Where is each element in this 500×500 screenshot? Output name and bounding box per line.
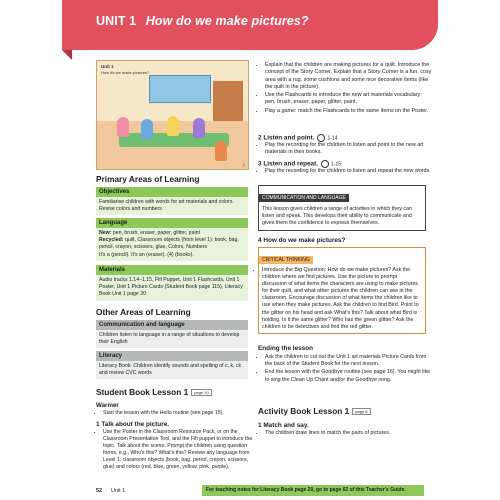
language-new-text: pen, brush, eraser, paper, glitter, paint	[111, 230, 200, 236]
materials-head: Materials	[96, 265, 248, 275]
objectives-body: Familiarise children with words for art materials and colors. Revise colors and numbers	[96, 197, 248, 215]
warmer-heading: Warmer	[96, 402, 119, 409]
materials-box	[96, 265, 248, 301]
illustration-child	[117, 117, 129, 137]
student-book-page-badge: page 10	[191, 389, 211, 396]
banner-fold	[62, 50, 72, 60]
other-areas-heading: Other Areas of Learning	[96, 307, 191, 317]
activity-book-heading	[258, 406, 371, 416]
lesson-illustration	[96, 60, 249, 170]
objectives-head: Objectives	[96, 187, 248, 197]
critical-thinking-item: • Introduce the Big Question: How do we make pictures? Ask the children where we find pictures. Use the picture to prompt discussion of what items the characters are using to make pictures for their quilt, and what other pictures the children can see in the classroom. Encourage discussion of what items the children like to use when they make pictures. Ask the children to find Bird. Point to the glitter on his head and ask What's this? Talk about what Bird is holding. Is it the same glitter? Who has the green glitter? Ask the children to be detectives and find the red glitter.	[262, 267, 422, 331]
listen-repeat-track: 1-15	[331, 161, 342, 168]
warmer-list	[96, 410, 255, 418]
ending-item: • Ask the children to cut out the Unit 1 art materials Picture Cards from the back of the Student Book for the next lesson.	[265, 354, 433, 368]
listen-point-item: • Play the recording for the children to listen and point to the new art materials in their books.	[265, 142, 433, 157]
warmer-item: • Start the lesson with the Hello routine (see page 15).	[103, 410, 255, 417]
language-recycled	[99, 237, 245, 251]
illustration-board	[149, 75, 211, 103]
cd-icon	[317, 134, 325, 142]
objectives-box	[96, 187, 248, 215]
literacy-head: Literacy	[96, 351, 248, 361]
intro-list	[258, 62, 433, 116]
primary-areas-heading: Primary Areas of Learning	[96, 174, 200, 184]
listen-point-heading	[258, 134, 337, 142]
critical-thinking-tag: CRITICAL THINKING	[259, 256, 313, 264]
language-new-label: New:	[99, 230, 112, 236]
illustration-unit-label: Unit 1	[101, 64, 114, 69]
ending-item: • End the lesson with the Goodbye routine (see page 16). You might like to sing the Clean Up Chant and/or the Goodbye song.	[265, 369, 433, 383]
illustration-child	[141, 119, 153, 139]
match-list	[258, 430, 433, 438]
literacy-box	[96, 351, 248, 379]
illustration-page: 1	[242, 162, 245, 167]
page-number: 52	[96, 488, 102, 494]
intro-item: • Play a game: match the Flashcards to the same items on the Poster.	[265, 108, 433, 115]
materials-body: Audio tracks 1.14–1.15, Fifi Puppet, Unit 1 Flashcards, Unit 1 Poster, Unit 1 Picture Cards (Student Book page 115), Literacy Book Unit 1 page 20	[96, 275, 248, 301]
listen-repeat-list	[258, 168, 433, 176]
talk-heading: 1 Talk about the picture.	[96, 421, 170, 428]
ending-list	[258, 354, 433, 385]
ending-heading: Ending the lesson	[258, 345, 314, 352]
match-item: • The children draw lines to match the pairs of pictures.	[265, 430, 433, 437]
communication-language-note	[258, 185, 426, 231]
language-head: Language	[96, 218, 248, 228]
illustration-child	[215, 141, 227, 161]
student-book-title: Student Book Lesson 1	[96, 387, 189, 397]
communication-body: Children listen to language in a range of situations to develop their English	[96, 330, 248, 348]
language-new	[99, 230, 245, 237]
communication-head: Communication and language	[96, 320, 248, 330]
footer-note: For teaching notes for Literacy Book page 20, go to page 62 of this Teacher's Guide.	[202, 485, 424, 496]
listen-point-title: 2 Listen and point.	[258, 134, 315, 142]
banner-unit: UNIT 1	[96, 14, 137, 28]
cd-icon	[321, 160, 329, 168]
intro-item: • Use the Flashcards to introduce the new art materials vocabulary: pen, brush, eraser, paper, glitter, paint.	[265, 92, 433, 107]
listen-point-track: 1-14	[327, 135, 338, 142]
activity-book-title: Activity Book Lesson 1	[258, 406, 350, 416]
illustration-child	[193, 118, 205, 138]
match-heading: 1 Match and say.	[258, 422, 309, 429]
listen-repeat-title: 3 Listen and repeat.	[258, 160, 319, 168]
listen-repeat-item: • Play the recording for the children to listen and repeat the new words.	[265, 168, 433, 175]
critical-thinking-list	[259, 266, 425, 333]
literacy-body: Literacy Book: Children identify sounds and spelling of c, k, ck and review CVC words	[96, 361, 248, 379]
communication-box	[96, 320, 248, 348]
illustration-child	[167, 116, 179, 136]
language-recycled-text: quilt, Classroom objects (from level 1): book, bag, pencil, crayon, scissors, glue, Colors, Numbers	[99, 237, 239, 251]
language-its: It's a (pencil). It's an (eraser). (4) (books).	[99, 251, 194, 258]
illustration-title: How do we make pictures?	[101, 70, 150, 75]
communication-text: This lesson gives children a range of activities in which they can listen and speak. This develops their ability to communicate and gives them the confidence to express themselves.	[262, 206, 412, 227]
intro-item: • Explain that the children are making pictures for a quilt. Introduce the concept of the Story Corner. Explain that a Story Corner is a fun, cosy area with a rug, some cushions and some nice decorative items (like the quilt in the picture).	[265, 62, 433, 91]
critical-thinking-note	[258, 247, 426, 334]
talk-list	[96, 429, 255, 472]
listen-repeat-heading	[258, 160, 341, 168]
listen-point-list	[258, 142, 433, 158]
activity-book-page-badge: page 8	[352, 408, 370, 415]
language-box	[96, 218, 248, 261]
talk-item: • Use the Poster in the Classroom Resource Pack, or on the Classroom Presentation Tool, and the Fifi puppet to introduce the topic. Talk about the scene. Prompt the children using question forms, e.g., Who's this? What's this? Review any language from Level 1: classroom objects (book, bag, pencil, crayon, scissors, glue) and colors (red, blue, green, yellow, pink, purple).	[103, 429, 255, 471]
how-heading: 4 How do we make pictures?	[258, 237, 346, 244]
footer-unit: Unit 1	[111, 488, 126, 494]
banner-question: How do we make pictures?	[145, 14, 309, 28]
language-recycled-label: Recycled:	[99, 237, 124, 244]
communication-tag: COMMUNICATION AND LANGUAGE	[259, 194, 349, 202]
language-body	[96, 228, 248, 261]
illustration-shelf	[213, 81, 243, 121]
student-book-heading	[96, 387, 212, 397]
banner-title	[96, 14, 309, 28]
